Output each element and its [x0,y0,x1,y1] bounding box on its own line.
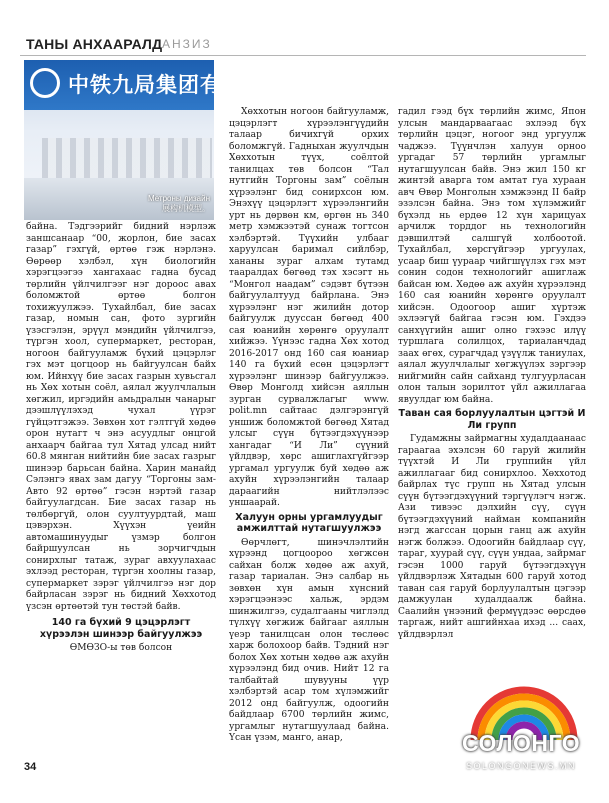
section-title: ТАНЫ АНХААРАЛД [26,36,163,52]
photo-caption [148,194,210,214]
photo-caption-line2: 展构机模型。 [162,204,210,213]
paragraph: Өөрчлөгт, шинэчлэлтийн хүрээнд цогцоороо хөгжсөн сайхан болж хөдөө аж ахуй, газар тариалан. Энэ салбар нь зөвхөн хүн амын хүнсний хэрэгцээнээс хальж, эрдэм шинжилгээ, судалгааны чиглэлд түлхүү хөгжиж байгааг аяллын үеэр танилцсан олон төслөөс харж болохоор байв. Тэдний нэг болох Хөх хотын хөдөө аж ахуйн хүрээлэнд бид очив. Нийт 12 га талбайтай шувууны үүр хэлбэртэй асар том хүлэмжийг 2012 онд байгуулж, одоогийн байдлаар 6700 төрлийн жимс, ургамлыг нутагшуулаад байна. Үсан үзэм, манго, анар, [229,537,389,743]
photo-caption-line1: Метроны дизайн [147,194,210,203]
article-photo [24,60,288,220]
article-column-1 [26,222,216,655]
paragraph: байна. Тэдгээрийг бидний нэрлэж заншсанаар “00, жорлон, бие засах газар” гэхгүй, өртөө гэж нэрлэнэ. Өөрөөр хэлбэл, хүн биологийн хэрэгцээгээ хангахаас гадна бусад төрлийн үйлчилгээг нэг дороос авах боломжтой өртөө болгон тохижуулжээ. Тухайлбал, бие засах газар, номын сан, фото зургийн үзэсгэлэн, эрүүл мэндийн үйлчилгээ, түргэн хоол, супермаркет, ресторан, ногоон байгууламж бүхий цэцэрлэг гэх мэт цогцоор нь байгуулсан байх юм. Ийнхүү бие засах газрын хувьсгал нь Хөх хотын соёл, аялал жуулчлалын хөгжил, иргэдийн амьдралын чанарыг дээшлүүлэхэд чухал үүрэг гүйцэтгэжээ. Зөвхөн хот гэлтгүй хөдөө орон нутагт ч энэ асуудлыг онцгой анхаарч байгаа тул Хятад улсад нийт 60.8 мянган нийтийн бие засах газрыг шинээр барьсан байна. Харин манайд Сэлэнгэ явах зам дагуу “Торгоны зам-Авто 92 өртөө” гэсэн нэртэй газар байгуулагдсан. Бие засах газар нь төлбөргүй, олон суултуурдтай, маш цэвэрхэн. Хүүхэн үеийн автомашинуудыг үзмэр болгон байршуулсан нь зорчигчдын сонирхлыг татаж, зураг авхуулахаас эхлээд ресторан, түргэн хоолны газар, супермаркет зэрэг үйлчилгээ нэг дор байрласан зэрэг нь бидний Хөххотод үзсэн өртөөтэй тун төстэй байв. [26,222,216,612]
company-sign-text: 中铁九局集团有限公司 [68,73,288,97]
article-column-3 [398,107,586,641]
solongo-watermark [454,678,594,778]
subheading: Таван сая борлуулалтын цэгтэй И Ли групп [398,408,586,431]
article-column-2 [229,107,389,745]
section-header [20,34,586,56]
header-rule [20,55,586,56]
subheading: Халуун орны ургамлуудыг амжилттай нутагшуулжээ [235,511,383,534]
page-number: 34 [24,761,37,773]
paragraph: ӨМӨЗО-ы төв болсон [69,643,173,653]
paragraph: Хөххотын ногоон байгууламж, цэцэрлэгт хүрээлэнгүүдийн талаар бичихгүй орхих боломжгүй. Гадныхан жуулчдын Хөххотын түүх, соёлтой танилцах төв болсон “Тал нутгийн Торгоны зам” соёлын хүрээлэнг бид сонирхсон юм. Энэхүү цэцэрлэгт хүрээлэнгийн урт нь дөрвөн км, өргөн нь 340 метр хэмжээтэй сунаж тогтсон хэлбэртэй. Түүхийн улбааг харуулсан баримал сийлбэр, хананы зураг алхам тутамд тааралдах бөгөөд тэх хэсэгт нь “Монгол наадам” сэдэвт бүтээн байгуулалтууд байрлана. Энэ хүрээлэнг нэг жилийн дотор байгуулж дууссан бөгөөд 400 сая юанийн хөрөнгө оруулалт хийжээ. Үүнээс гадна Хөх хотод 2016-2017 онд 160 сая юаниар 140 га бүхий есөн цэцэрлэгт хүрээлэнг шинээр байгуулжээ. Өвөр Монголд хийсэн аяллын зурган сурвалжлагыг www. polit.mn сайтаас дэлгэрэнгүй уншиж боломжтой бөгөөд Хятад улсыг сүүн бүтээгдэхүүнээр хангадаг “И Ли” сүүний үйлдвэр, хөрс ашиглахгүйгээр ургамал ургуулж буй хөдөө аж ахуйн хүрээлэнгийн талаар дараагийн нийтлэлээс уншаарай. [229,107,389,508]
watermark-url: SOLONGONEWS.MN [466,761,577,771]
paragraph: гадил гээд бүх төрлийн жимс, Япон улсын мандарваагаас эхлээд бүх төрлийн цэцэг, ногоог энд ургуулж чаджээ. Түүнчлэн халуун орноо ургадаг 57 төрлийн ургамлыг нутагшуулсан байв. Энэ жил 150 кг жинтэй аварга том амтат гуа хураан авч Өвөр Монголын хэмжээнд II байр эзэлсэн байна. Энэ том хүлэмжийг бүхэлд нь ердөө 12 хүн харицуах арчилж торддог нь технологийн дэвшилтэй салшгүй холбоотой. Тухайлбал, хөрсгүйгээр ургуулах, усаар биш үураар чийгшүүлэх гэх мэт сонин содон технологийг ашиглаж байсан юм. Хөдөө аж ахуйн хүрээлэнд 160 сая юанийн хөрөнгө оруулалт хийсэн. Одоогоор ашиг хүртэж эхлээгүй байгаа гэсэн юм. Гэхдээ санхүүгийн ашиг олно гэхээс илүү туршлага солилцох, тариаланчдад заах өгөх, сурагчдад үзүүлж таниулах, аялал жуулчлалыг хөгжүүлэх зэргээр нийгмийн сайн сайханд тулгуурласан олон талын зорилтот үйл ажиллагаа явуулдаг юм байна. [398,107,586,405]
paragraph: Гудамжны зайрмагны худалдаанаас гараагаа эхэлсэн 60 гаруй жилийн түүхтэй И Ли группийн үйл ажиллагааг бид сонирхлоо. Хөххотод байрлах түс групп нь Хятад улсын сүүн бүтээгдэхүүний тэргүүлэгч нэгж. Ази тивээс дэлхийн сүү, сүүн бүтээгдэхүүний найман компанийн нэгд жагссан цорын ганц аж ахуйн нэгж болжээ. Одоогийн байдлаар сүү, тараг, хуурай сүү, сүүн ундаа, зайрмаг гэсэн 1000 гаруй бүтээгдэхүүн үйлдвэрлэж Хятадын 600 гаруй хотод таван сая гаруй борлуулалтын цэгээр дамжуулан худалдаалж байна. Саалийн үнээний фермүүдээс өөрсдөө таргаж, нийт ашгийнхаа ихэд ... саах, үйлдвэрлэл [398,434,586,640]
company-logo-icon [30,68,60,98]
company-sign [24,60,288,110]
section-subtitle: АНЗИЗ [162,37,212,51]
watermark-name: СОЛОНГО [462,730,581,756]
subheading: 140 га бүхий 9 цэцэрлэгт хүрээлэн шинээр байгуулжээ [39,617,203,640]
